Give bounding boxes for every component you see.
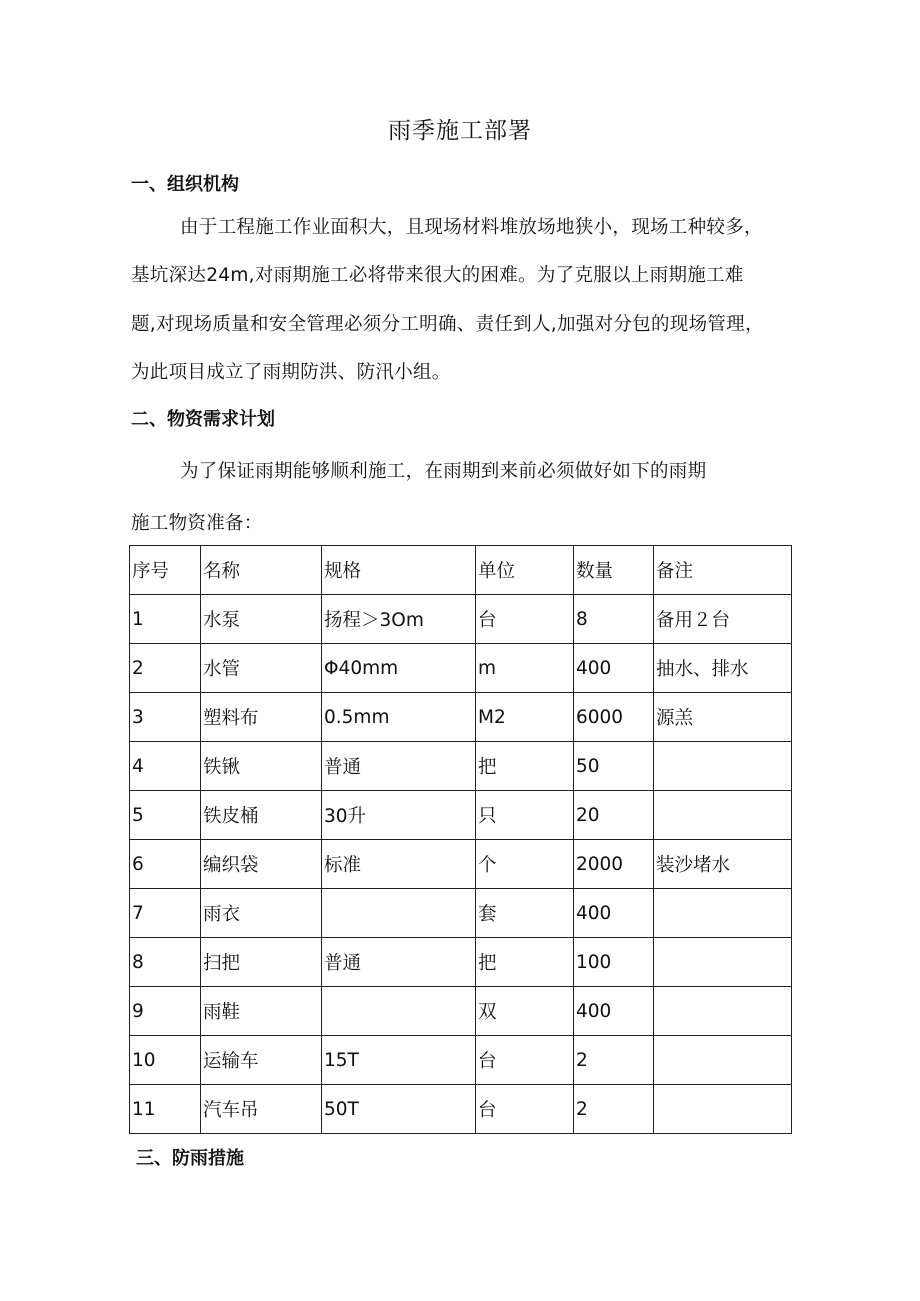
- section-heading-organization: 一、组织机构: [131, 174, 239, 195]
- header-cell: 序号: [130, 546, 201, 595]
- table-cell: 抽水、排水: [654, 644, 792, 693]
- table-row: [130, 840, 792, 889]
- table-cell: 6: [130, 840, 201, 889]
- table-cell: 雨衣: [201, 889, 322, 938]
- table-cell: 10: [130, 1036, 201, 1085]
- table-cell: 400: [574, 644, 654, 693]
- table-cell: 20: [574, 791, 654, 840]
- table-cell: 把: [476, 742, 574, 791]
- table-cell: 台: [476, 595, 574, 644]
- table-row: [130, 742, 792, 791]
- header-cell: 数量: [574, 546, 654, 595]
- header-cell: 名称: [201, 546, 322, 595]
- table-row: [130, 938, 792, 987]
- header-cell: 备注: [654, 546, 792, 595]
- table-row: [130, 644, 792, 693]
- table-cell: 扬程＞3Om: [322, 595, 476, 644]
- table-cell: 源羔: [654, 693, 792, 742]
- table-cell: [654, 889, 792, 938]
- table-row: [130, 987, 792, 1036]
- table-cell: 备用２台: [654, 595, 792, 644]
- paragraph-line: 基坑深达24m,对雨期施工必将带来很大的困难。为了克服以上雨期施工难: [131, 265, 744, 286]
- table-cell: 双: [476, 987, 574, 1036]
- paragraph-line: 为此项目成立了雨期防洪、防汛小组。: [131, 362, 451, 383]
- table-cell: 100: [574, 938, 654, 987]
- table-cell: m: [476, 644, 574, 693]
- table-cell: 套: [476, 889, 574, 938]
- table-cell: 3: [130, 693, 201, 742]
- table-row: [130, 1085, 792, 1134]
- table-cell: M2: [476, 693, 574, 742]
- table-cell: Φ40mm: [322, 644, 476, 693]
- table-cell: 4: [130, 742, 201, 791]
- table-cell: 15T: [322, 1036, 476, 1085]
- table-cell: 0.5mm: [322, 693, 476, 742]
- table-cell: 铁皮桶: [201, 791, 322, 840]
- page-title: 雨季施工部署: [388, 118, 532, 144]
- table-cell: 台: [476, 1036, 574, 1085]
- table-row: [130, 595, 792, 644]
- materials-table: [129, 545, 792, 1134]
- paragraph-line: 由于工程施工作业面积大，且现场材料堆放场地狭小，现场工种较多，: [180, 217, 763, 238]
- table-cell: 11: [130, 1085, 201, 1134]
- table-cell: [322, 889, 476, 938]
- table-cell: 9: [130, 987, 201, 1036]
- table-cell: [654, 742, 792, 791]
- paragraph-line: 题,对现场质量和安全管理必须分工明确、责任到人,加强对分包的现场管理，: [131, 314, 764, 335]
- paragraph-line: 施工物资准备：: [131, 513, 263, 534]
- table-cell: 1: [130, 595, 201, 644]
- table-cell: 6000: [574, 693, 654, 742]
- table-cell: 水泵: [201, 595, 322, 644]
- section-heading-rain-measures: 三、防雨措施: [136, 1148, 244, 1169]
- table-cell: 7: [130, 889, 201, 938]
- table-cell: 水管: [201, 644, 322, 693]
- table-cell: 30升: [322, 791, 476, 840]
- table-cell: 50T: [322, 1085, 476, 1134]
- table-cell: 个: [476, 840, 574, 889]
- table-cell: 标准: [322, 840, 476, 889]
- table-row: [130, 693, 792, 742]
- table-cell: 400: [574, 889, 654, 938]
- table-row: [130, 1036, 792, 1085]
- table-cell: 运输车: [201, 1036, 322, 1085]
- table-cell: 400: [574, 987, 654, 1036]
- table-cell: [654, 1085, 792, 1134]
- table-cell: 编织袋: [201, 840, 322, 889]
- table-cell: 雨鞋: [201, 987, 322, 1036]
- table-cell: 8: [130, 938, 201, 987]
- table-cell: 2: [574, 1085, 654, 1134]
- table-cell: [322, 987, 476, 1036]
- table-cell: 铁锹: [201, 742, 322, 791]
- table-cell: [654, 987, 792, 1036]
- table-cell: 普通: [322, 938, 476, 987]
- table-cell: [654, 938, 792, 987]
- table-cell: 只: [476, 791, 574, 840]
- paragraph-line: 为了保证雨期能够顺利施工，在雨期到来前必须做好如下的雨期: [180, 461, 707, 482]
- table-cell: 2: [574, 1036, 654, 1085]
- table-cell: 把: [476, 938, 574, 987]
- table-cell: 台: [476, 1085, 574, 1134]
- table-header-row: [130, 546, 792, 595]
- table-cell: [654, 791, 792, 840]
- table-cell: 8: [574, 595, 654, 644]
- table-cell: 5: [130, 791, 201, 840]
- table-row: [130, 791, 792, 840]
- table-cell: 装沙堵水: [654, 840, 792, 889]
- table-cell: 普通: [322, 742, 476, 791]
- table-cell: [654, 1036, 792, 1085]
- section-heading-materials: 二、物资需求计划: [131, 409, 275, 430]
- header-cell: 规格: [322, 546, 476, 595]
- table-cell: 2: [130, 644, 201, 693]
- header-cell: 单位: [476, 546, 574, 595]
- table-cell: 汽车吊: [201, 1085, 322, 1134]
- table-cell: 塑料布: [201, 693, 322, 742]
- table-cell: 50: [574, 742, 654, 791]
- table-row: [130, 889, 792, 938]
- table-cell: 2000: [574, 840, 654, 889]
- table-cell: 扫把: [201, 938, 322, 987]
